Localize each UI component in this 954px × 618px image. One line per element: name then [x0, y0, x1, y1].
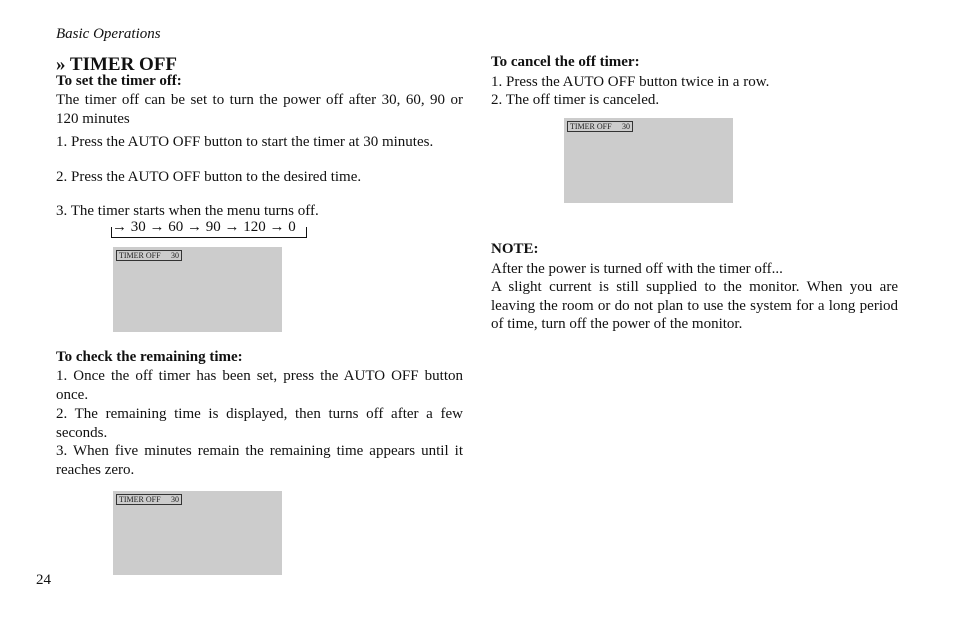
set-timer-intro: The timer off can be set to turn the power off after 30, 60, 90 or 120 minutes: [56, 92, 463, 127]
note-body: A slight current is still supplied to the monitor. When you are leaving the room or do not plan to use the system for a long period of time, turn off the power of the monitor.: [491, 279, 898, 332]
monitor-screen-1: [113, 247, 282, 332]
osd-timer-display: [116, 250, 182, 261]
note-line-1: After the power is turned off with the timer off...: [491, 261, 783, 277]
set-timer-heading: To set the timer off:: [56, 73, 182, 89]
osd-label: TIMER OFF: [119, 251, 161, 260]
osd-label: TIMER OFF: [570, 122, 612, 131]
monitor-screen-3: [564, 118, 733, 203]
check-time-step-2: 2. The remaining time is displayed, then turns off after a few seconds.: [56, 406, 463, 441]
cancel-step-1: 1. Press the AUTO OFF button twice in a row.: [491, 74, 770, 90]
check-time-step-1: 1. Once the off timer has been set, press the AUTO OFF button once.: [56, 368, 463, 403]
set-timer-step-2: 2. Press the AUTO OFF button to the desired time.: [56, 169, 362, 185]
note-heading: NOTE:: [491, 241, 539, 257]
check-time-heading: To check the remaining time:: [56, 349, 243, 365]
page-number: 24: [36, 572, 51, 588]
section-header: Basic Operations: [56, 26, 161, 42]
osd-timer-display: [567, 121, 633, 132]
osd-label: TIMER OFF: [119, 495, 161, 504]
timer-cycle-sequence: → 30 → 60 → 90 → 120 → 0: [112, 219, 296, 235]
osd-value: 30: [622, 122, 630, 131]
monitor-screen-2: [113, 491, 282, 575]
page-title: » TIMER OFF: [56, 54, 178, 75]
cancel-heading: To cancel the off timer:: [491, 54, 640, 70]
check-time-step-3: 3. When five minutes remain the remaining time appears until it reaches zero.: [56, 443, 463, 478]
osd-value: 30: [171, 495, 179, 504]
osd-timer-display: [116, 494, 182, 505]
set-timer-step-3: 3. The timer starts when the menu turns off.: [56, 203, 319, 219]
set-timer-step-1: 1. Press the AUTO OFF button to start the timer at 30 minutes.: [56, 134, 434, 150]
osd-value: 30: [171, 251, 179, 260]
cancel-step-2: 2. The off timer is canceled.: [491, 92, 660, 108]
